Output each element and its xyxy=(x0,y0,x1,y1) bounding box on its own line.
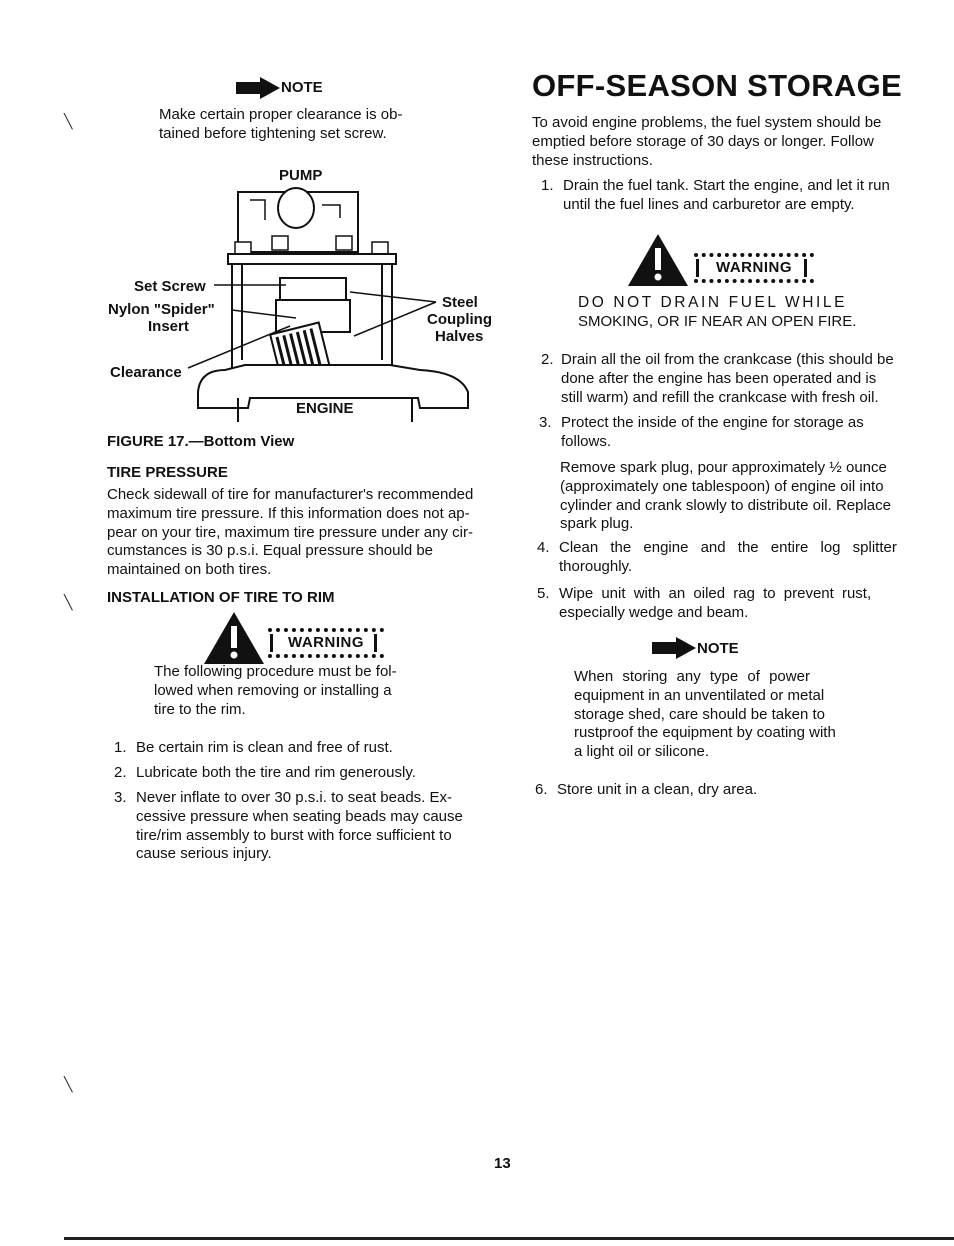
note-arrow-icon xyxy=(236,77,280,99)
text-line: still warm) and refill the crankcase with fresh oil. xyxy=(561,388,879,406)
warning-text xyxy=(578,294,868,332)
warning-badge: WARNING xyxy=(268,628,384,658)
text-line: cumstances is 30 p.s.i. Equal pressure should be xyxy=(107,542,434,560)
text-line: Clean the engine and the entire log splitter xyxy=(559,539,897,556)
step-text xyxy=(559,539,909,577)
text-line: pear on your tire, maximum tire pressure under any cir- xyxy=(107,523,473,541)
step-text xyxy=(559,585,909,623)
list-item xyxy=(541,351,913,409)
text-line: Drain the fuel tank. Start the engine, and let it run xyxy=(563,177,890,194)
text-line: until the fuel lines and carburetor are empty. xyxy=(563,195,855,213)
text-line: cessive pressure when seating beads may cause xyxy=(136,807,463,825)
figure-caption: FIGURE 17.—Bottom View xyxy=(107,433,295,450)
text-line: Remove spark plug, pour approximately ½ ounce xyxy=(560,459,887,476)
text-line: Drain all the oil from the crankcase (this should be xyxy=(561,351,894,368)
text-line: maintained on both tires. xyxy=(107,561,272,579)
coupling-label: Coupling xyxy=(427,311,492,328)
margin-mark: ╲ xyxy=(64,113,73,129)
text-line: DO NOT DRAIN FUEL WHILE xyxy=(578,294,848,311)
step-number: 4. xyxy=(537,539,550,556)
note-text xyxy=(574,668,860,762)
text-line: To avoid engine problems, the fuel system should be xyxy=(532,114,882,131)
text-line: (approximately one tablespoon) of engine oil into xyxy=(560,477,884,495)
text-line: Never inflate to over 30 p.s.i. to seat beads. Ex- xyxy=(136,789,452,806)
figure-17 xyxy=(100,160,500,430)
text-line: The following procedure must be fol- xyxy=(154,663,397,680)
nylon-spider-label: Nylon "Spider" xyxy=(108,301,215,318)
tire-pressure-heading: TIRE PRESSURE xyxy=(107,464,228,481)
text-line: Make certain proper clearance is ob- xyxy=(159,106,403,123)
step-number: 3. xyxy=(539,414,552,431)
text-line: Check sidewall of tire for manufacturer's recommended xyxy=(107,486,474,503)
margin-mark: ╲ xyxy=(64,594,73,610)
step-text xyxy=(561,351,911,407)
list-item xyxy=(114,764,486,783)
text-line: When storing any type of power xyxy=(574,668,810,685)
text-line: cause serious injury. xyxy=(136,845,272,863)
step-text xyxy=(561,414,911,452)
pump-coupling-diagram xyxy=(100,160,500,430)
step-number: 3. xyxy=(114,789,127,806)
intro-text xyxy=(532,114,912,170)
warning-text xyxy=(154,663,440,719)
set-screw-label: Set Screw xyxy=(134,278,206,295)
text-line: especially wedge and beam. xyxy=(559,603,749,621)
list-item xyxy=(541,177,913,215)
list-item xyxy=(539,414,911,452)
text-line: a light oil or silicone. xyxy=(574,743,710,761)
text-line: storage shed, care should be taken to xyxy=(574,705,826,723)
step-number: 2. xyxy=(541,351,554,368)
pump-label: PUMP xyxy=(279,167,323,184)
text-line: lowed when removing or installing a xyxy=(154,681,392,699)
text-line: maximum tire pressure. If this information does not ap- xyxy=(107,504,470,522)
halves-label: Halves xyxy=(435,328,484,345)
list-item xyxy=(114,789,486,865)
step-text: Be certain rim is clean and free of rust. xyxy=(136,739,393,756)
page-number: 13 xyxy=(494,1155,511,1172)
installation-heading: INSTALLATION OF TIRE TO RIM xyxy=(107,589,335,606)
note-label: NOTE xyxy=(281,79,323,96)
warning-badge: WARNING xyxy=(694,253,814,283)
text-line: SMOKING, OR IF NEAR AN OPEN FIRE. xyxy=(578,312,857,330)
step-text: Lubricate both the tire and rim generously. xyxy=(136,764,416,781)
clearance-label: Clearance xyxy=(110,364,182,381)
text-line: follows. xyxy=(561,432,612,450)
text-line: tire/rim assembly to burst with force sufficient to xyxy=(136,826,452,844)
list-item xyxy=(537,585,911,623)
tire-pressure-text xyxy=(107,486,487,580)
text-line: thoroughly. xyxy=(559,557,633,575)
text-line: Protect the inside of the engine for storage as xyxy=(561,414,864,431)
step-text xyxy=(136,789,486,864)
text-line: rustproof the equipment by coating with xyxy=(574,724,836,742)
text-line: tire to the rim. xyxy=(154,700,246,718)
text-line: emptied before storage of 30 days or longer. Follow xyxy=(532,132,874,150)
step3-detail xyxy=(560,459,912,534)
step-number: 1. xyxy=(541,177,554,194)
step-number: 2. xyxy=(114,764,127,781)
note-arrow-icon xyxy=(652,637,696,659)
step-number: 6. xyxy=(535,781,548,798)
warning-triangle-icon xyxy=(204,612,264,664)
text-line: tained before tightening set screw. xyxy=(159,124,387,142)
section-title: OFF-SEASON STORAGE xyxy=(532,68,902,103)
text-line: these instructions. xyxy=(532,151,653,169)
steel-label: Steel xyxy=(442,294,478,311)
footer-rule xyxy=(64,1237,954,1240)
note-label: NOTE xyxy=(697,640,739,657)
margin-mark: ╲ xyxy=(64,1076,73,1092)
text-line: cylinder and crank slowly to distribute oil. Replace xyxy=(560,496,891,514)
warning-triangle-icon xyxy=(628,234,688,286)
engine-label: ENGINE xyxy=(296,400,354,417)
text-line: equipment in an unventilated or metal xyxy=(574,686,825,704)
text-line: Wipe unit with an oiled rag to prevent rust, xyxy=(559,585,872,602)
note-text xyxy=(159,106,444,144)
list-item xyxy=(537,539,911,577)
step-text xyxy=(563,177,913,215)
step-number: 5. xyxy=(537,585,550,602)
step-text: Store unit in a clean, dry area. xyxy=(557,781,758,798)
text-line: spark plug. xyxy=(560,515,634,533)
list-item xyxy=(114,739,486,758)
insert-label: Insert xyxy=(148,318,189,335)
text-line: done after the engine has been operated and is xyxy=(561,369,877,387)
list-item xyxy=(535,781,909,800)
step-number: 1. xyxy=(114,739,127,756)
